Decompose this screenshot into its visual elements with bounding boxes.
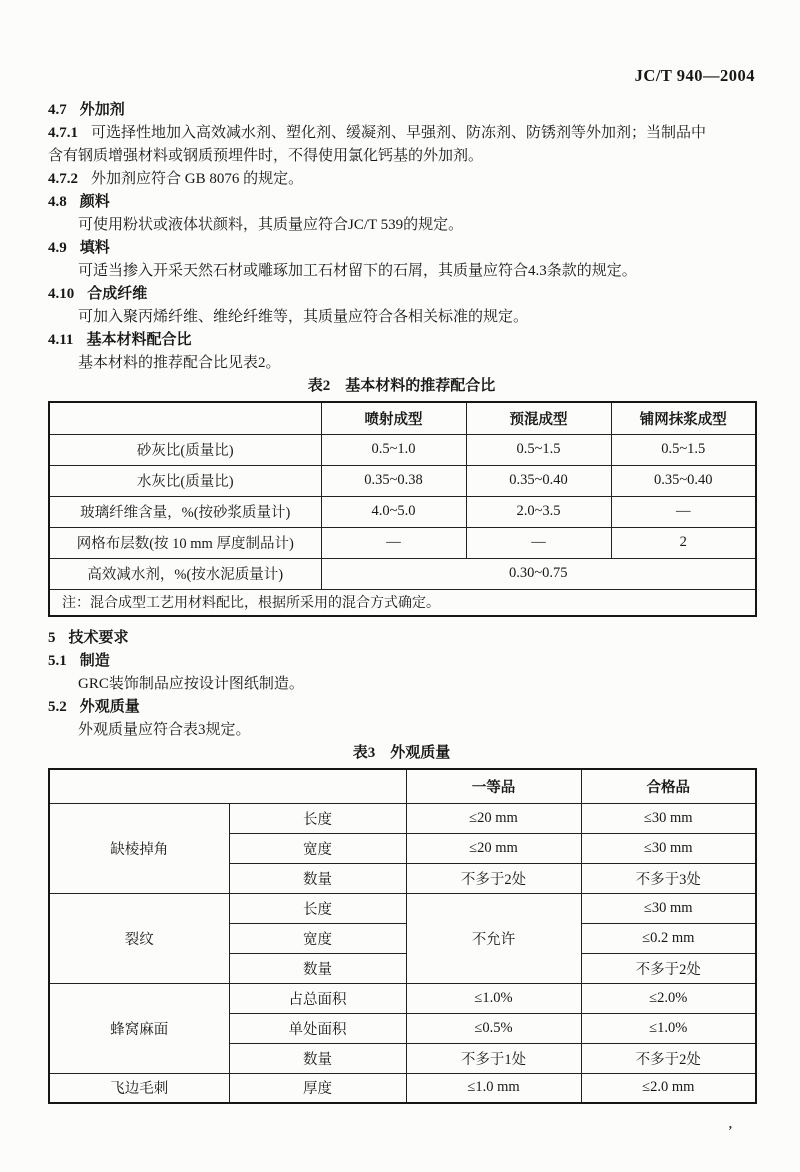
table-row <box>49 803 756 833</box>
scan-artifact-mark: , <box>728 1116 732 1131</box>
grade2-cell: ≤30 mm <box>581 893 756 923</box>
table-row <box>49 434 756 465</box>
value-cell: 0.35~0.38 <box>321 465 466 496</box>
grade2-cell: 不多于2处 <box>581 1043 756 1073</box>
clause-title: 合成纤维 <box>87 286 148 302</box>
row-label-cell: 砂灰比(质量比) <box>49 434 321 465</box>
column-header-cell: 预混成型 <box>466 402 611 434</box>
note-cell: 注：混合成型工艺用材料配比，根据所采用的混合方式确定。 <box>49 589 756 616</box>
clause-number: 4.10 <box>48 286 75 302</box>
grade2-cell: ≤30 mm <box>581 803 756 833</box>
clause-5-1-paragraph: GRC装饰制品应按设计图纸制造。 <box>78 676 304 692</box>
clause-5-heading <box>48 627 755 650</box>
row-label-cell: 网格布层数(按 10 mm 厚度制品计) <box>49 527 321 558</box>
category-cell: 裂纹 <box>49 893 229 983</box>
clause-number: 4.7.1 <box>48 125 78 141</box>
grade1-cell: ≤1.0 mm <box>406 1073 581 1103</box>
value-cell: — <box>466 527 611 558</box>
clause-4-8-heading <box>48 191 755 214</box>
clause-title: 基本材料配合比 <box>86 332 192 348</box>
value-cell: 0.5~1.5 <box>466 434 611 465</box>
clause-4-9-heading <box>48 237 755 260</box>
table-row <box>49 558 756 589</box>
clause-title: 颜料 <box>79 194 110 210</box>
grade2-cell: ≤1.0% <box>581 1013 756 1043</box>
clause-number: 4.11 <box>48 332 74 348</box>
category-cell: 缺棱掉角 <box>49 803 229 893</box>
empty-header-cell <box>49 769 406 803</box>
clause-4-11-paragraph: 基本材料的推荐配合比见表2。 <box>78 355 281 371</box>
clause-text: 外加剂应符合 GB 8076 的规定。 <box>91 171 304 187</box>
clause-5-1-heading <box>48 650 755 673</box>
clause-title: 外观质量 <box>79 699 140 715</box>
category-cell: 蜂窝麻面 <box>49 983 229 1073</box>
grade1-cell: 不多于1处 <box>406 1043 581 1073</box>
clause-number: 4.7 <box>48 102 67 118</box>
grade1-cell: ≤20 mm <box>406 833 581 863</box>
value-cell: 0.5~1.0 <box>321 434 466 465</box>
value-cell: 2 <box>611 527 756 558</box>
clause-number: 5 <box>48 630 56 646</box>
clause-4-11-heading <box>48 329 755 352</box>
value-cell: 0.35~0.40 <box>611 465 756 496</box>
value-cell: 4.0~5.0 <box>321 496 466 527</box>
clause-4-7-heading <box>48 99 755 122</box>
clause-number: 5.1 <box>48 653 67 669</box>
table-row <box>49 527 756 558</box>
clause-5-2-heading <box>48 696 755 719</box>
column-header-cell: 一等品 <box>406 769 581 803</box>
table-2-title: 表2 基本材料的推荐配合比 <box>307 378 496 394</box>
column-header-cell: 喷射成型 <box>321 402 466 434</box>
clause-number: 4.9 <box>48 240 67 256</box>
table-row <box>49 1073 756 1103</box>
clause-number: 4.8 <box>48 194 67 210</box>
merged-grade1-cell: 不允许 <box>406 893 581 983</box>
grade2-cell: 不多于2处 <box>581 953 756 983</box>
item-cell: 长度 <box>229 893 406 923</box>
clause-4-7-1-text-continued: 含有钢质增强材料或钢质预埋件时，不得使用氯化钙基的外加剂。 <box>48 148 484 164</box>
row-label-cell: 玻璃纤维含量，%(按砂浆质量计) <box>49 496 321 527</box>
clause-number: 5.2 <box>48 699 67 715</box>
grade1-cell: ≤0.5% <box>406 1013 581 1043</box>
item-cell: 数量 <box>229 1043 406 1073</box>
row-label-cell: 水灰比(质量比) <box>49 465 321 496</box>
column-header-cell: 铺网抹浆成型 <box>611 402 756 434</box>
empty-header-cell <box>49 402 321 434</box>
value-cell: 0.35~0.40 <box>466 465 611 496</box>
category-cell: 飞边毛刺 <box>49 1073 229 1103</box>
clause-4-9-paragraph: 可适当掺入开采天然石材或雕琢加工石材留下的石屑，其质量应符合4.3条款的规定。 <box>78 263 637 279</box>
table-2-mix-proportions <box>48 401 757 617</box>
table-3-header-row <box>49 769 756 803</box>
grade2-cell: ≤2.0 mm <box>581 1073 756 1103</box>
row-label-cell: 高效减水剂，%(按水泥质量计) <box>49 558 321 589</box>
grade2-cell: ≤0.2 mm <box>581 923 756 953</box>
item-cell: 单处面积 <box>229 1013 406 1043</box>
table-row <box>49 983 756 1013</box>
grade1-cell: 不多于2处 <box>406 863 581 893</box>
table-row <box>49 893 756 923</box>
clause-title: 填料 <box>79 240 110 256</box>
clause-4-10-paragraph: 可加入聚丙烯纤维、维纶纤维等，其质量应符合各相关标准的规定。 <box>78 309 529 325</box>
value-cell: — <box>321 527 466 558</box>
clause-4-8-paragraph: 可使用粉状或液体状颜料，其质量应符合JC/T 539的规定。 <box>78 217 464 233</box>
item-cell: 数量 <box>229 953 406 983</box>
item-cell: 厚度 <box>229 1073 406 1103</box>
clause-text: 可选择性地加入高效减水剂、塑化剂、缓凝剂、早强剂、防冻剂、防锈剂等外加剂；当制品中 <box>91 125 707 141</box>
table-row <box>49 465 756 496</box>
table-3-appearance-quality <box>48 768 757 1104</box>
table-3-title: 表3 外观质量 <box>352 745 451 761</box>
value-cell: 2.0~3.5 <box>466 496 611 527</box>
clause-title: 制造 <box>79 653 110 669</box>
clause-4-10-heading <box>48 283 755 306</box>
column-header-cell: 合格品 <box>581 769 756 803</box>
item-cell: 宽度 <box>229 833 406 863</box>
table-row <box>49 496 756 527</box>
merged-value-cell: 0.30~0.75 <box>321 558 756 589</box>
grade2-cell: 不多于3处 <box>581 863 756 893</box>
clause-title: 技术要求 <box>68 630 129 646</box>
item-cell: 数量 <box>229 863 406 893</box>
value-cell: — <box>611 496 756 527</box>
item-cell: 长度 <box>229 803 406 833</box>
clause-4-7-2-text <box>48 168 755 191</box>
table-note-row <box>49 589 756 616</box>
grade2-cell: ≤30 mm <box>581 833 756 863</box>
grade1-cell: ≤20 mm <box>406 803 581 833</box>
clause-4-7-1-text <box>48 122 755 145</box>
clause-5-2-paragraph: 外观质量应符合表3规定。 <box>78 722 251 738</box>
item-cell: 占总面积 <box>229 983 406 1013</box>
clause-number: 4.7.2 <box>48 171 78 187</box>
doc-number: JC/T 940—2004 <box>634 66 755 85</box>
table-2-header-row <box>49 402 756 434</box>
value-cell: 0.5~1.5 <box>611 434 756 465</box>
grade1-cell: ≤1.0% <box>406 983 581 1013</box>
item-cell: 宽度 <box>229 923 406 953</box>
grade2-cell: ≤2.0% <box>581 983 756 1013</box>
clause-title: 外加剂 <box>79 102 125 118</box>
